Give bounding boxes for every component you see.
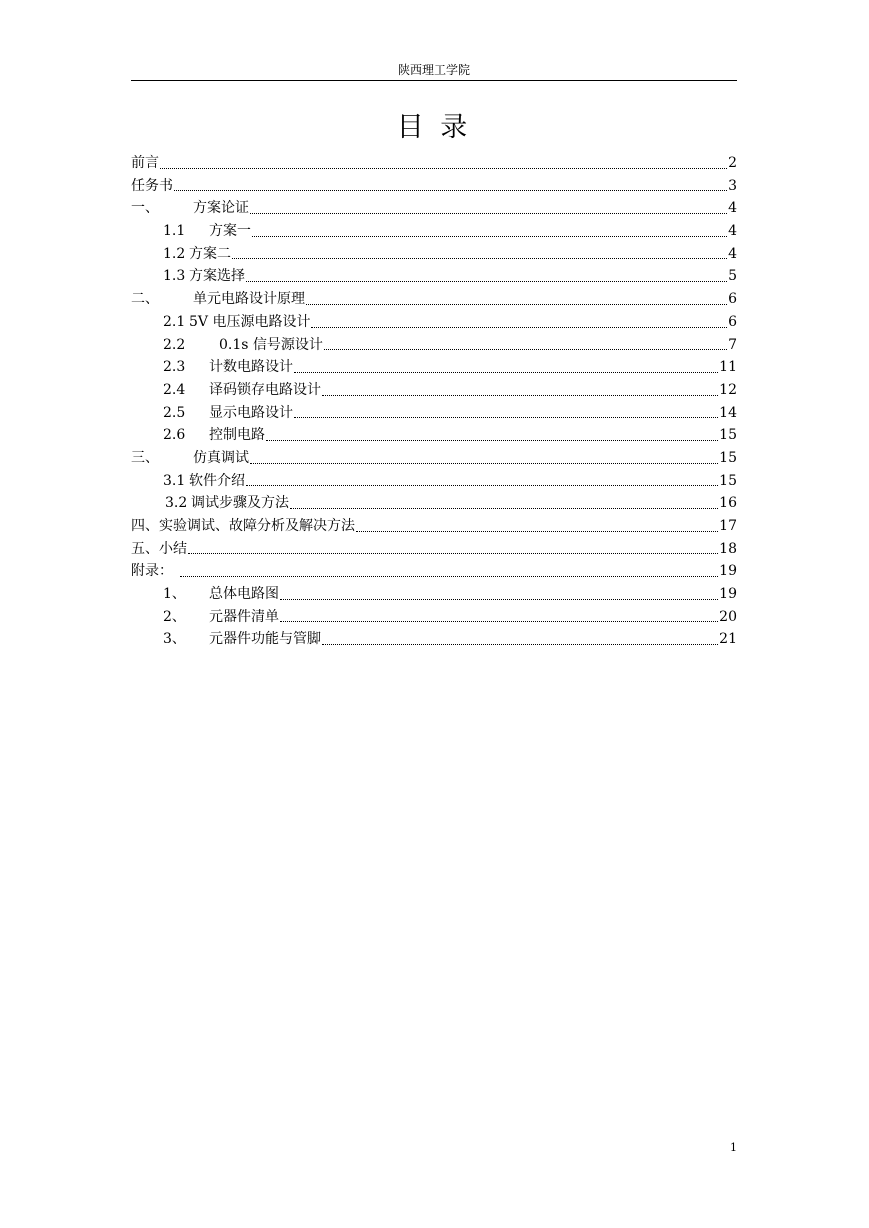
running-header: 陕西理工学院 [397, 63, 470, 77]
toc-entry-label: 仿真调试 [193, 449, 249, 466]
toc-entry-number: 2.6 [163, 427, 186, 444]
toc-entry-appendix-1[interactable] [131, 583, 737, 606]
toc-entry-label: 总体电路图 [209, 586, 279, 603]
toc-entry-chapter-2[interactable] [131, 288, 737, 311]
toc-entry-number: 2.3 [163, 359, 186, 376]
toc-leader-dots [280, 598, 718, 600]
toc-entry-page: 16 [719, 495, 737, 512]
toc-leader-dots [290, 507, 718, 509]
toc-leader-dots [250, 462, 718, 464]
toc-entry-page: 18 [719, 540, 737, 557]
toc-entry-label: 五、小结 [131, 540, 187, 557]
toc-leader-dots [174, 189, 727, 191]
toc-entry-number: 一、 [131, 200, 159, 217]
toc-entry-page: 11 [719, 359, 737, 376]
toc-leader-dots [294, 416, 718, 418]
toc-entry-page: 6 [728, 313, 737, 330]
toc-leader-dots [311, 326, 727, 328]
toc-entry-2-6[interactable] [131, 424, 737, 447]
toc-entry-number: 二、 [131, 291, 159, 308]
toc-entry-page: 12 [719, 381, 737, 398]
toc-entry-label: 方案一 [209, 223, 251, 240]
toc-leader-dots [356, 530, 718, 532]
toc-entry-label: 软件介绍 [189, 472, 245, 489]
toc-entry-page: 4 [728, 200, 737, 217]
toc-entry-label: 调试步骤及方法 [191, 495, 289, 512]
toc-leader-dots [246, 280, 727, 282]
toc-entry-page: 5 [728, 268, 737, 285]
toc-entry-page: 21 [719, 631, 737, 648]
toc-entry-page: 15 [719, 472, 737, 489]
toc-entry-number: 2、 [163, 608, 186, 625]
toc-entry-appendix-3[interactable] [131, 628, 737, 651]
toc-entry-appendix[interactable] [131, 560, 737, 583]
toc-entry-number: 2.4 [163, 381, 186, 398]
toc-entry-label: 前言 [131, 155, 159, 171]
toc-entry-page: 3 [728, 177, 737, 194]
toc-entry-2-1[interactable] [131, 311, 737, 334]
toc-entry-number: 3.2 [165, 495, 188, 512]
toc-entry-page: 2 [728, 155, 737, 171]
toc-leader-dots [322, 643, 718, 645]
toc-entry-label: 译码锁存电路设计 [209, 381, 321, 398]
toc-entry-label: 计数电路设计 [209, 359, 293, 376]
toc-entry-1-1[interactable] [131, 220, 737, 243]
toc-entry-page: 6 [728, 291, 737, 308]
toc-leader-dots [322, 394, 718, 396]
toc-entry-page: 7 [728, 336, 737, 353]
toc-entry-chapter-1[interactable] [131, 197, 737, 220]
toc-entry-2-2[interactable] [131, 334, 737, 357]
toc-entry-2-5[interactable] [131, 402, 737, 425]
toc-entry-label: 方案论证 [193, 200, 249, 217]
toc-entry-label: 任务书 [131, 177, 173, 194]
toc-entry-label: 方案选择 [189, 268, 245, 285]
toc-entry-page: 4 [728, 223, 737, 240]
toc-entry-label: 附录： [131, 563, 173, 580]
toc-leader-dots [306, 303, 727, 305]
toc-entry-chapter-5[interactable] [131, 538, 737, 561]
toc-leader-dots [160, 167, 727, 169]
toc-entry-label: 四、实验调试、故障分析及解决方法 [131, 518, 355, 534]
toc-entry-page: 19 [719, 563, 737, 580]
toc-entry-page: 17 [719, 518, 737, 534]
toc-leader-dots [180, 575, 718, 577]
toc-leader-dots [324, 348, 727, 350]
toc-entry-label: 单元电路设计原理 [193, 291, 305, 308]
toc-entry-preface[interactable] [131, 152, 737, 175]
header-rule [131, 80, 737, 81]
toc-entry-label: 元器件功能与管脚 [209, 631, 321, 648]
toc-entry-label: 0.1s 信号源设计 [219, 336, 323, 353]
toc-entry-page: 15 [719, 427, 737, 444]
toc-entry-number: 2.5 [163, 404, 186, 421]
toc-entry-2-3[interactable] [131, 356, 737, 379]
toc-leader-dots [280, 620, 718, 622]
page-number: 1 [730, 1141, 737, 1154]
toc-entry-page: 20 [719, 608, 737, 625]
toc-entry-number: 3.1 [163, 472, 186, 489]
toc-entry-page: 14 [719, 404, 737, 421]
toc-entry-label: 方案二 [189, 245, 231, 262]
toc-entry-label: 5V 电压源电路设计 [189, 313, 311, 330]
toc-entry-number: 1.2 [163, 245, 186, 262]
toc-entry-label: 控制电路 [209, 427, 265, 444]
toc-entry-appendix-2[interactable] [131, 606, 737, 629]
toc-entry-number: 1.1 [163, 223, 186, 240]
toc-entry-label: 显示电路设计 [209, 404, 293, 421]
toc-leader-dots [232, 257, 727, 259]
toc-entry-chapter-4[interactable] [131, 515, 737, 538]
table-of-contents [131, 152, 737, 651]
toc-leader-dots [246, 484, 718, 486]
toc-entry-number: 3、 [163, 631, 186, 648]
toc-entry-number: 2.2 [163, 336, 186, 353]
toc-entry-3-1[interactable] [131, 470, 737, 493]
toc-entry-page: 19 [719, 586, 737, 603]
toc-entry-1-2[interactable] [131, 243, 737, 266]
toc-entry-3-2[interactable] [131, 492, 737, 515]
toc-leader-dots [294, 371, 718, 373]
toc-entry-assignment[interactable] [131, 175, 737, 198]
toc-entry-2-4[interactable] [131, 379, 737, 402]
toc-entry-page: 4 [728, 245, 737, 262]
toc-entry-chapter-3[interactable] [131, 447, 737, 470]
toc-entry-number: 2.1 [163, 313, 186, 330]
toc-leader-dots [266, 439, 718, 441]
toc-entry-label: 元器件清单 [209, 608, 279, 625]
toc-entry-page: 15 [719, 449, 737, 466]
toc-title: 目 录 [396, 112, 472, 143]
toc-entry-number: 三、 [131, 449, 159, 466]
toc-leader-dots [188, 552, 718, 554]
toc-entry-number: 1、 [163, 586, 186, 603]
toc-entry-1-3[interactable] [131, 265, 737, 288]
toc-leader-dots [250, 212, 727, 214]
toc-leader-dots [252, 235, 727, 237]
toc-entry-number: 1.3 [163, 268, 186, 285]
